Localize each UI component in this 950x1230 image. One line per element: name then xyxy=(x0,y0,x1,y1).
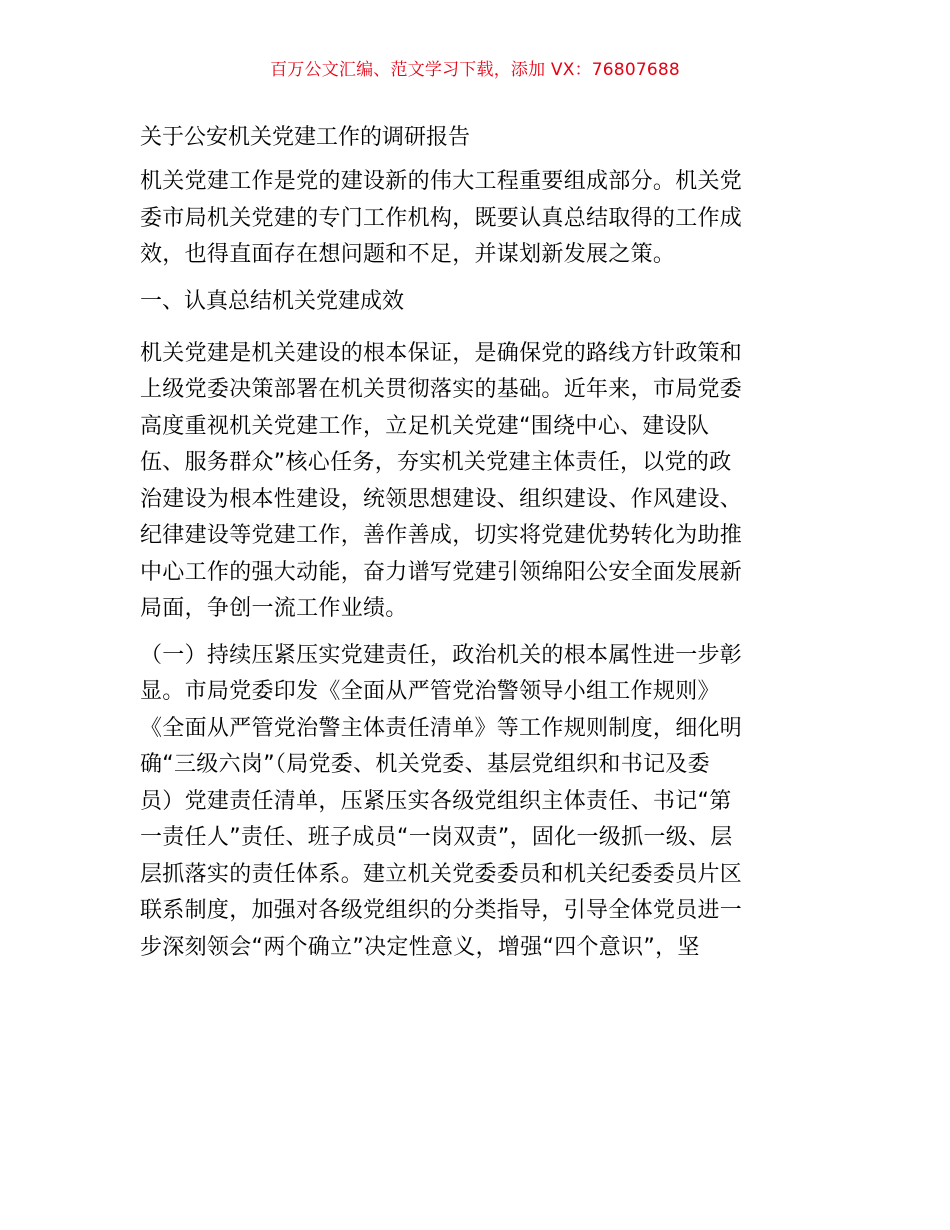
paragraph-line: 层抓落实的责任体系。建立机关党委委员和机关纪委委员片区 xyxy=(140,861,743,887)
paragraph-line: 机关党建工作是党的建设新的伟大工程重要组成部分。机关党 xyxy=(140,169,743,194)
paragraph-line: 高度重视机关党建工作，立足机关党建“围绕中心、建设队 xyxy=(140,413,710,439)
paragraph-line: 一责任人”责任、班子成员“一岗双责”，固化一级抓一级、层 xyxy=(140,825,733,850)
paragraph-line: 显。市局党委印发《全面从严管党治警领导小组工作规则》 xyxy=(140,679,720,704)
paragraph-line: 效，也得直面存在想问题和不足，并谋划新发展之策。 xyxy=(140,242,676,267)
paragraph-line: 治建设为根本性建设，统领思想建设、组织建设、作风建设、 xyxy=(140,486,743,512)
paragraph-line: 伍、服务群众”核心任务，夯实机关党建主体责任，以党的政 xyxy=(140,450,732,475)
paragraph-line: 委市局机关党建的专门工作机构，既要认真总结取得的工作成 xyxy=(140,205,743,231)
paragraph-line: （一）持续压紧压实党建责任，政治机关的根本属性进一步彰 xyxy=(140,642,743,668)
paragraph-line: 纪律建设等党建工作，善作善成，切实将党建优势转化为助推 xyxy=(140,523,743,548)
subsection-paragraph xyxy=(140,638,814,967)
paragraph-line: 《全面从严管党治警主体责任清单》等工作规则制度，细化明 xyxy=(140,715,743,741)
paragraph-line: 确“三级六岗”（局党委、机关党委、基层党组织和书记及委 xyxy=(140,752,710,777)
paragraph-line: 中心工作的强大动能，奋力谱写党建引领绵阳公安全面发展新 xyxy=(140,559,743,585)
paragraph-line: 上级党委决策部署在机关贯彻落实的基础。近年来，市局党委 xyxy=(140,377,743,402)
intro-paragraph xyxy=(140,164,814,274)
paragraph-line: 员）党建责任清单，压紧压实各级党组织主体责任、书记“第 xyxy=(140,788,732,814)
section-heading: 一、认真总结机关党建成效 xyxy=(140,288,405,314)
paragraph-line: 局面，争创一流工作业绩。 xyxy=(140,596,408,621)
header-banner: 百万公文汇编、范文学习下载，添加 VX：76807688 xyxy=(270,60,680,80)
document-title: 关于公安机关党建工作的调研报告 xyxy=(140,125,471,150)
paragraph-line: 联系制度，加强对各级党组织的分类指导，引导全体党员进一 xyxy=(140,898,743,923)
section-paragraph xyxy=(140,336,814,628)
document-body xyxy=(140,122,814,976)
paragraph-line: 机关党建是机关建设的根本保证，是确保党的路线方针政策和 xyxy=(140,340,743,366)
paragraph-line: 步深刻领会“两个确立”决定性意义，增强“四个意识”，坚 xyxy=(140,934,700,960)
